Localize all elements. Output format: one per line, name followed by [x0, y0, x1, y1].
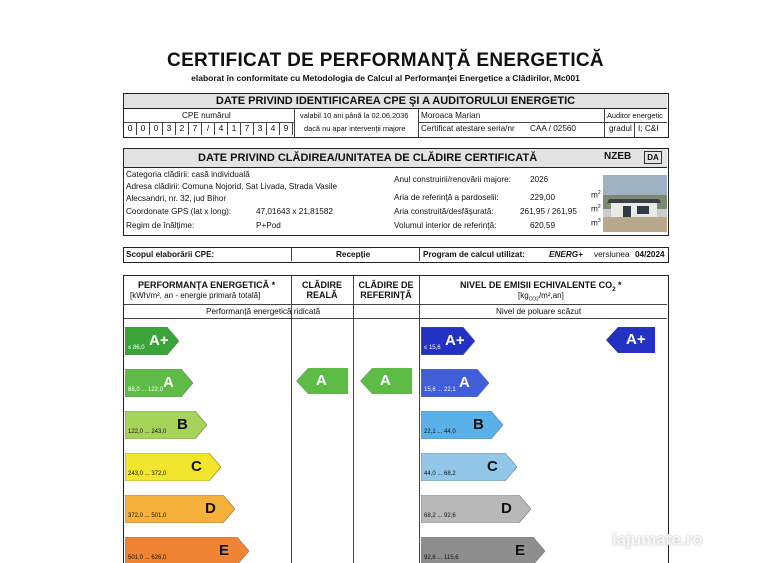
nzeb-label: NZEB [604, 151, 632, 162]
energy-class-letter: A+ [149, 332, 169, 349]
energy-class-range: 122,0 ... 243,0 [128, 429, 167, 435]
built-area-label: Aria construită/desfăşurată: [394, 207, 494, 216]
auditor-label: Auditor energetic [607, 111, 663, 120]
scope-row [123, 247, 669, 263]
cpe-identification-box [123, 93, 669, 138]
emission-class-bar [421, 495, 531, 523]
divider [634, 122, 635, 137]
cpe-number-label: CPE numărul [182, 111, 231, 120]
cpe-digit: 9 [280, 122, 293, 135]
version-label: versiunea [594, 250, 630, 259]
ref-area-unit: $m^2$ [591, 190, 601, 200]
emission-class-range: ≤ 15,6 [424, 345, 441, 351]
divider [124, 318, 667, 319]
emission-class-range: 22,1 ... 44,0 [424, 429, 456, 435]
cpe-digit: 3 [254, 122, 267, 135]
cpe-number-digits [124, 122, 294, 136]
nzeb-value: DA [644, 151, 662, 164]
reference-building-class-marker: A [360, 368, 412, 394]
cpe-digit: 7 [241, 122, 254, 135]
building-category: Categoria clădirii: casă individuală [126, 170, 250, 179]
cpe-digit: 4 [215, 122, 228, 135]
scope-label: Scopul elaborării CPE: [126, 250, 215, 259]
energy-title: PERFORMANŢA ENERGETICĂ * [138, 280, 276, 290]
emission-class-letter: E [515, 542, 526, 559]
height-label: Regim de înălţime: [126, 221, 195, 230]
certificate-title: CERTIFICAT DE PERFORMANŢĂ ENERGETICĂ [167, 50, 604, 71]
building-data-box [123, 148, 669, 236]
emission-class-bar [421, 411, 503, 439]
energy-class-bar [125, 537, 249, 563]
validity-text: valabil 10 ani până la 02.06.2036 [300, 111, 409, 120]
energy-class-letter: C [191, 458, 202, 475]
real-building-class-marker: A [296, 368, 348, 394]
volume-label: Volumul interior de referinţă: [394, 221, 497, 230]
cpe-digit: 0 [124, 122, 137, 135]
emission-low-caption: Nivel de poluare scăzut [496, 307, 582, 316]
energy-high-caption: Performanţă energetică ridicată [206, 307, 321, 316]
auditor-name: Moroaca Marian [421, 111, 481, 120]
energy-class-bar [125, 453, 221, 481]
certificate-subtitle: elaborat în conformitate cu Metodologia de Calcul al Performanţei Energetice a Clădirilor, Mc001 [191, 73, 580, 83]
divider [418, 122, 667, 123]
energy-class-range: 501,0 ... 626,0 [128, 555, 167, 561]
energy-class-range: 86,0 ... 122,0 [128, 387, 164, 393]
ref-area-value: 229,00 [530, 193, 556, 202]
gps-value: 47,01643 x 21,81582 [256, 207, 333, 216]
energy-class-bar [125, 327, 179, 355]
cpe-digit: 1 [228, 122, 241, 135]
divider [291, 276, 292, 563]
emission-class-range: 44,0 ... 68,2 [424, 471, 456, 477]
scope-value: Recepție [336, 250, 371, 259]
emission-class-bar [421, 453, 517, 481]
emission-class-bar [421, 327, 475, 355]
building-photo [603, 175, 667, 232]
cpe-digit: 0 [150, 122, 163, 135]
cpe-digit: 0 [137, 122, 150, 135]
ref-area-label: Aria de referinţă a pardoselii: [394, 193, 499, 202]
divider [604, 109, 605, 137]
divider [124, 304, 667, 305]
divider [419, 248, 420, 261]
volume-unit: $m^3$ [591, 218, 601, 228]
energy-class-letter: D [205, 500, 216, 517]
built-area-value: 261,95 / 261,95 [520, 207, 577, 216]
emission-class-range: 15,6 ... 22,1 [424, 387, 456, 393]
attestation-label: Certificat atestare seria/nr [421, 124, 515, 133]
version-value: 04/2024 [635, 250, 665, 259]
volume-value: 620,59 [530, 221, 556, 230]
energy-class-bar [125, 495, 235, 523]
cpe-digit: 7 [189, 122, 202, 135]
cpe-digit: 3 [163, 122, 176, 135]
emission-class-bar [421, 369, 489, 397]
energy-class-bar [125, 369, 193, 397]
cpe-digit: 4 [267, 122, 280, 135]
cpe-section-title: DATE PRIVIND IDENTIFICAREA CPE ŞI A AUDITORULUI ENERGETIC [124, 94, 667, 109]
height-value: P+Pod [256, 221, 281, 230]
emission-class-range: 92,6 ... 115,6 [424, 555, 459, 561]
emission-class-marker: A+ [606, 327, 655, 353]
energy-class-range: 372,0 ... 501,0 [128, 513, 167, 519]
emission-class-letter: D [501, 500, 512, 517]
emission-class-letter: A+ [445, 332, 465, 349]
energy-class-range: 243,0 ... 372,0 [128, 471, 167, 477]
year-value: 2026 [530, 175, 549, 184]
divider [291, 248, 292, 261]
energy-class-letter: E [219, 542, 230, 559]
energy-class-bar [125, 411, 207, 439]
building-section-title: DATE PRIVIND CLĂDIREA/UNITATEA DE CLĂDIRE CERTIFICATĂ [124, 149, 667, 168]
emission-class-letter: C [487, 458, 498, 475]
cpe-digit: / [202, 122, 215, 135]
real-building-title: CLĂDIRE REALĂ [302, 280, 342, 300]
energy-class-range: ≤ 86,0 [128, 345, 145, 351]
year-label: Anul construirii/renovării majore: [394, 175, 511, 184]
program-value: ENERG+ [549, 250, 583, 259]
energy-class-letter: A [163, 374, 174, 391]
energy-unit: [kWh/m², an - energie primară totală] [130, 291, 261, 300]
reference-building-title: CLĂDIRE DE REFERINŢĂ [358, 280, 414, 300]
grade-label: gradul [609, 124, 632, 133]
energy-class-letter: B [177, 416, 188, 433]
divider [419, 276, 420, 563]
validity-note: dacă nu apar intervenţii majore [304, 124, 406, 133]
program-label: Program de calcul utilizat: [423, 250, 525, 259]
watermark-logo: lajumate.ro [612, 530, 703, 549]
building-address-line1: Adresa clădirii: Comuna Nojorid, Sat Livada, Strada Vasile [126, 182, 338, 191]
emission-unit: $[kg_{CO2}/m^2,an]$ [518, 291, 564, 303]
grade-value: I; C&I [638, 124, 659, 133]
gps-label: Coordonate GPS (lat x long): [126, 207, 232, 216]
emission-class-bar [421, 537, 545, 563]
divider [294, 109, 295, 137]
emission-class-letter: B [473, 416, 484, 433]
emission-class-range: 68,2 ... 92,6 [424, 513, 456, 519]
attestation-value: CAA / 02560 [530, 124, 576, 133]
built-area-unit: $m^2$ [591, 204, 601, 214]
divider [418, 109, 419, 137]
emission-title: NIVEL DE EMISII ECHIVALENTE $CO_2$ * [460, 280, 622, 293]
cpe-digit: 2 [176, 122, 189, 135]
building-address-line2: Alecsandri, nr. 32, jud Bihor [126, 194, 227, 203]
divider [353, 276, 354, 563]
emission-class-letter: A [459, 374, 470, 391]
